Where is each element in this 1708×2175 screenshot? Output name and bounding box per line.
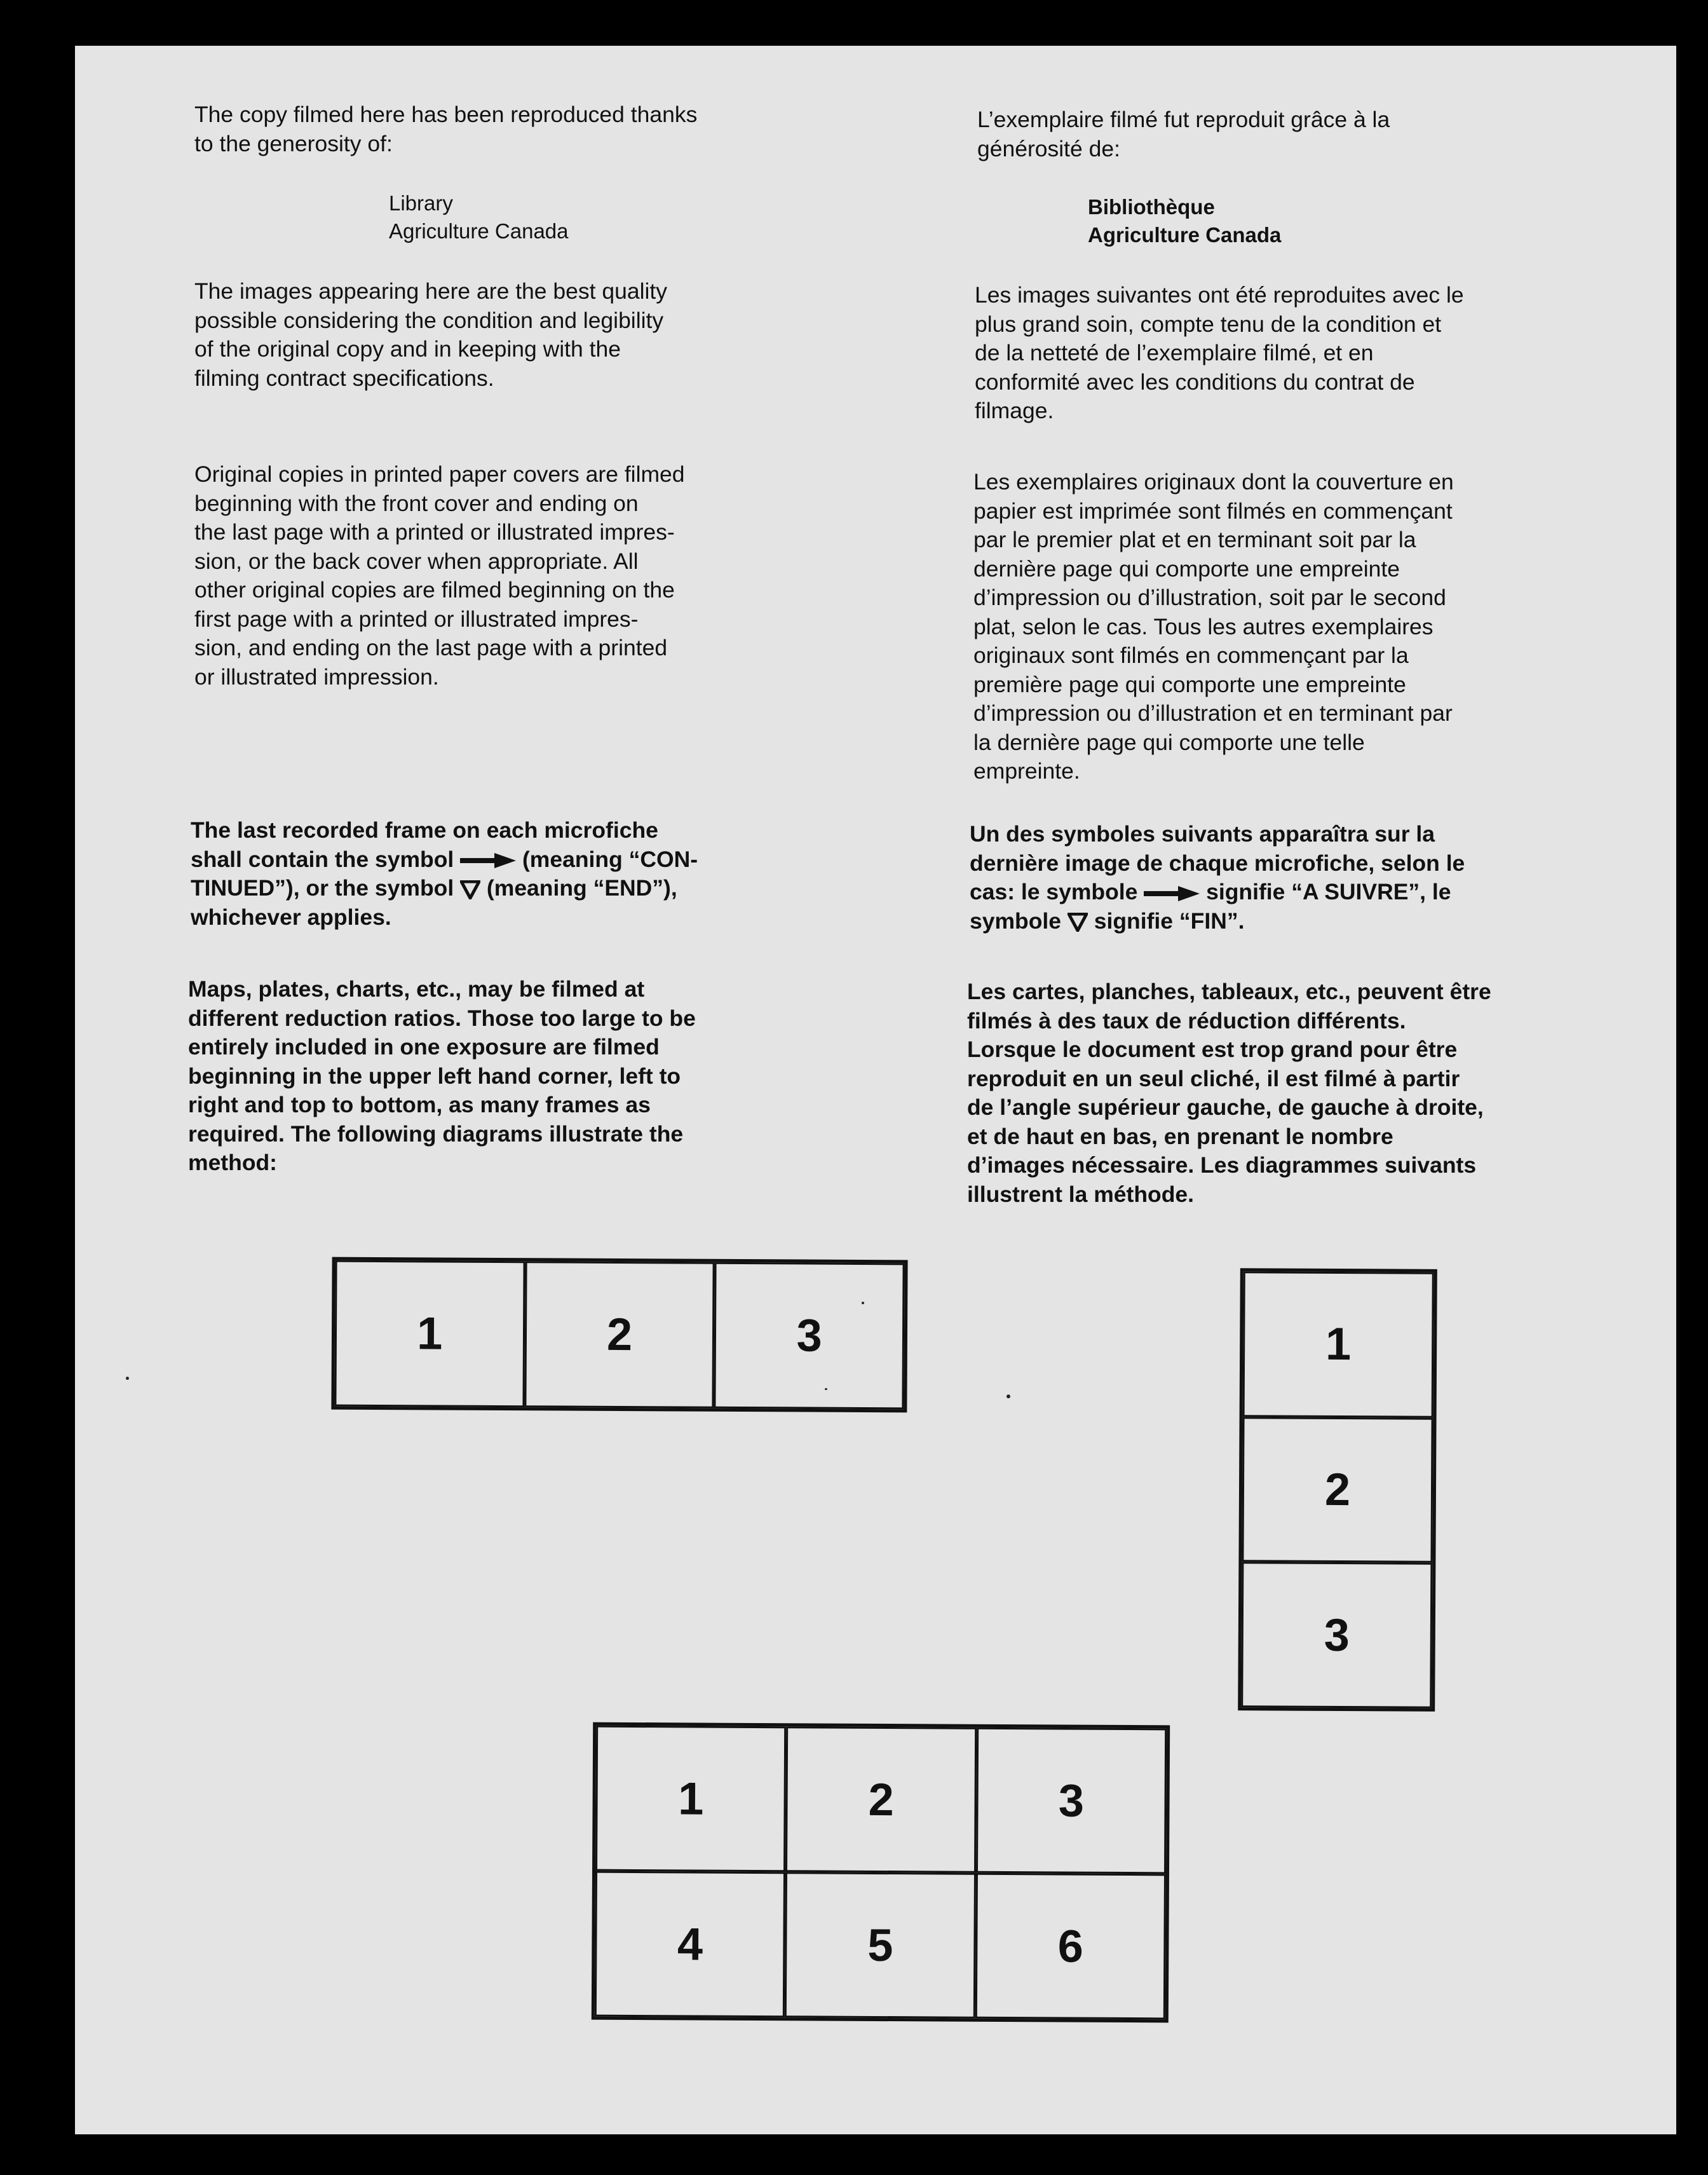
right-quality-line: plus grand soin, compte tenu de la condition et (975, 311, 1442, 337)
left-quality-line: of the original copy and in keeping with the (194, 336, 621, 362)
diagram-cell: 2 (524, 1261, 715, 1408)
diagram-cell: 3 (976, 1728, 1167, 1874)
right-frame-text: symbole (970, 908, 1068, 934)
right-covers-line: par le premier plat et en terminant soit par la (973, 527, 1416, 552)
left-frame-line: whichever applies. (191, 904, 391, 930)
left-intro-line: The copy filmed here has been reproduced thanks (194, 102, 698, 127)
left-maps-line: beginning in the upper left hand corner, left to (188, 1063, 681, 1089)
triangle-down-icon (1068, 913, 1088, 932)
arrow-right-icon (1144, 886, 1200, 901)
left-covers (194, 460, 685, 692)
left-frame-text: (meaning “CON- (516, 846, 698, 872)
left-covers-line: beginning with the front cover and ending on (194, 490, 639, 516)
right-frame-line (970, 907, 1465, 936)
left-frame-text: shall contain the symbol (191, 846, 461, 872)
right-frame-text: cas: le symbole (970, 879, 1144, 904)
left-maps-line: entirely included in one exposure are filmed (188, 1034, 660, 1060)
triangle-down-icon (460, 880, 480, 899)
right-maps-line: Les cartes, planches, tableaux, etc., peuvent être (967, 979, 1491, 1004)
right-institution-line: Bibliothèque (1088, 195, 1215, 219)
diagram-horizontal (331, 1257, 907, 1413)
left-frame-text: (meaning “END”), (480, 875, 677, 901)
right-intro (977, 106, 1390, 163)
right-covers-line: plat, selon le cas. Tous les autres exemplaires (973, 613, 1434, 639)
diagram-cell: 1 (1243, 1271, 1434, 1417)
right-frame-text: signifie “FIN”. (1087, 908, 1245, 934)
left-covers-line: Original copies in printed paper covers are filmed (194, 461, 685, 487)
right-covers-line: originaux sont filmés en commençant par la (973, 643, 1409, 668)
diagram-cell: 1 (334, 1260, 525, 1408)
left-quality-line: The images appearing here are the best quality (194, 278, 667, 304)
film-speck (825, 1388, 827, 1390)
left-frame-line (191, 874, 698, 903)
left-quality-line: possible considering the condition and legibility (194, 307, 664, 333)
right-maps-line: filmés à des taux de réduction différents. (967, 1007, 1406, 1033)
left-covers-line: or illustrated impression. (194, 664, 439, 690)
left-covers-line: sion, and ending on the last page with a printed (194, 635, 668, 660)
right-covers-line: la dernière page qui comporte une telle (973, 729, 1365, 755)
right-covers-line: d’impression ou d’illustration et en terminant par (973, 700, 1453, 726)
right-frame-text: signifie “A SUIVRE”, le (1200, 879, 1451, 904)
left-institution-line: Library (389, 191, 453, 215)
left-covers-line: other original copies are filmed beginning on the (194, 577, 675, 603)
right-quality-line: de la netteté de l’exemplaire filmé, et en (975, 340, 1374, 365)
diagram-cell: 3 (714, 1262, 905, 1410)
right-covers-line: papier est imprimée sont filmés en commençant (973, 498, 1453, 524)
left-frame-line (191, 845, 698, 875)
left-institution-line: Agriculture Canada (389, 219, 569, 243)
right-maps-line: et de haut en bas, en prenant le nombre (967, 1123, 1393, 1149)
right-quality-line: Les images suivantes ont été reproduites avec le (975, 282, 1464, 308)
left-intro-line: to the generosity of: (194, 130, 393, 156)
left-covers-line: the last page with a printed or illustrated impres- (194, 519, 675, 545)
left-maps-line: required. The following diagrams illustrate the (188, 1121, 684, 1147)
right-quality (975, 281, 1464, 426)
right-covers (973, 468, 1454, 786)
right-maps-line: Lorsque le document est trop grand pour être (967, 1037, 1458, 1062)
film-speck (126, 1377, 129, 1380)
right-intro-line: générosité de: (977, 135, 1120, 161)
diagram-cell: 5 (785, 1872, 976, 2019)
right-covers-line: d’impression ou d’illustration, soit par le second (973, 585, 1446, 610)
diagram-cell: 2 (785, 1726, 977, 1873)
left-quality (194, 277, 667, 393)
arrow-right-icon (460, 853, 516, 868)
microfiche-target-sheet (75, 46, 1676, 2134)
right-maps (967, 978, 1491, 1209)
left-covers-line: first page with a printed or illustrated impres- (194, 606, 639, 632)
film-speck (1006, 1394, 1010, 1398)
right-maps-line: de l’angle supérieur gauche, de gauche à droite, (967, 1094, 1484, 1120)
left-institution (389, 189, 569, 245)
left-maps-line: Maps, plates, charts, etc., may be filmed at (188, 976, 645, 1002)
right-intro-line: L’exemplaire filmé fut reproduit grâce à la (977, 107, 1390, 132)
diagram-cell: 1 (595, 1726, 787, 1872)
right-maps-line: d’images nécessaire. Les diagrammes suivants (967, 1152, 1477, 1178)
right-quality-line: filmage. (975, 398, 1054, 423)
right-institution-line: Agriculture Canada (1088, 223, 1282, 247)
right-maps-line: illustrent la méthode. (967, 1181, 1195, 1207)
left-frame (191, 816, 698, 932)
diagram-cell: 6 (975, 1873, 1166, 2020)
left-intro (194, 100, 697, 158)
right-covers-line: dernière page qui comporte une empreinte (973, 556, 1400, 582)
right-institution (1088, 193, 1281, 249)
left-maps-line: right and top to bottom, as many frames as (188, 1092, 651, 1117)
diagram-cell: 4 (595, 1871, 786, 2018)
right-covers-line: première page qui comporte une empreinte (973, 671, 1406, 697)
left-frame-text: TINUED”), or the symbol (191, 875, 461, 901)
right-frame (970, 820, 1465, 936)
right-covers-line: Les exemplaires originaux dont la couverture en (973, 469, 1454, 494)
right-quality-line: conformité avec les conditions du contrat de (975, 369, 1415, 395)
left-maps-line: method: (188, 1150, 278, 1175)
right-frame-line: dernière image de chaque microfiche, selon le (970, 850, 1465, 876)
left-frame-line: The last recorded frame on each microfiche (191, 817, 658, 843)
left-quality-line: filming contract specifications. (194, 365, 494, 391)
diagram-grid (592, 1722, 1170, 2023)
left-covers-line: sion, or the back cover when appropriate. All (194, 548, 639, 574)
left-maps (188, 975, 696, 1178)
right-frame-line: Un des symboles suivants apparaîtra sur la (970, 821, 1435, 847)
diagram-vertical (1238, 1268, 1437, 1712)
right-frame-line (970, 878, 1465, 907)
diagram-cell: 2 (1242, 1417, 1433, 1563)
left-maps-line: different reduction ratios. Those too large to be (188, 1005, 696, 1031)
film-speck (862, 1302, 864, 1304)
right-maps-line: reproduit en un seul cliché, il est filmé à partir (967, 1065, 1460, 1091)
right-covers-line: empreinte. (973, 758, 1080, 784)
diagram-cell: 3 (1241, 1562, 1432, 1708)
